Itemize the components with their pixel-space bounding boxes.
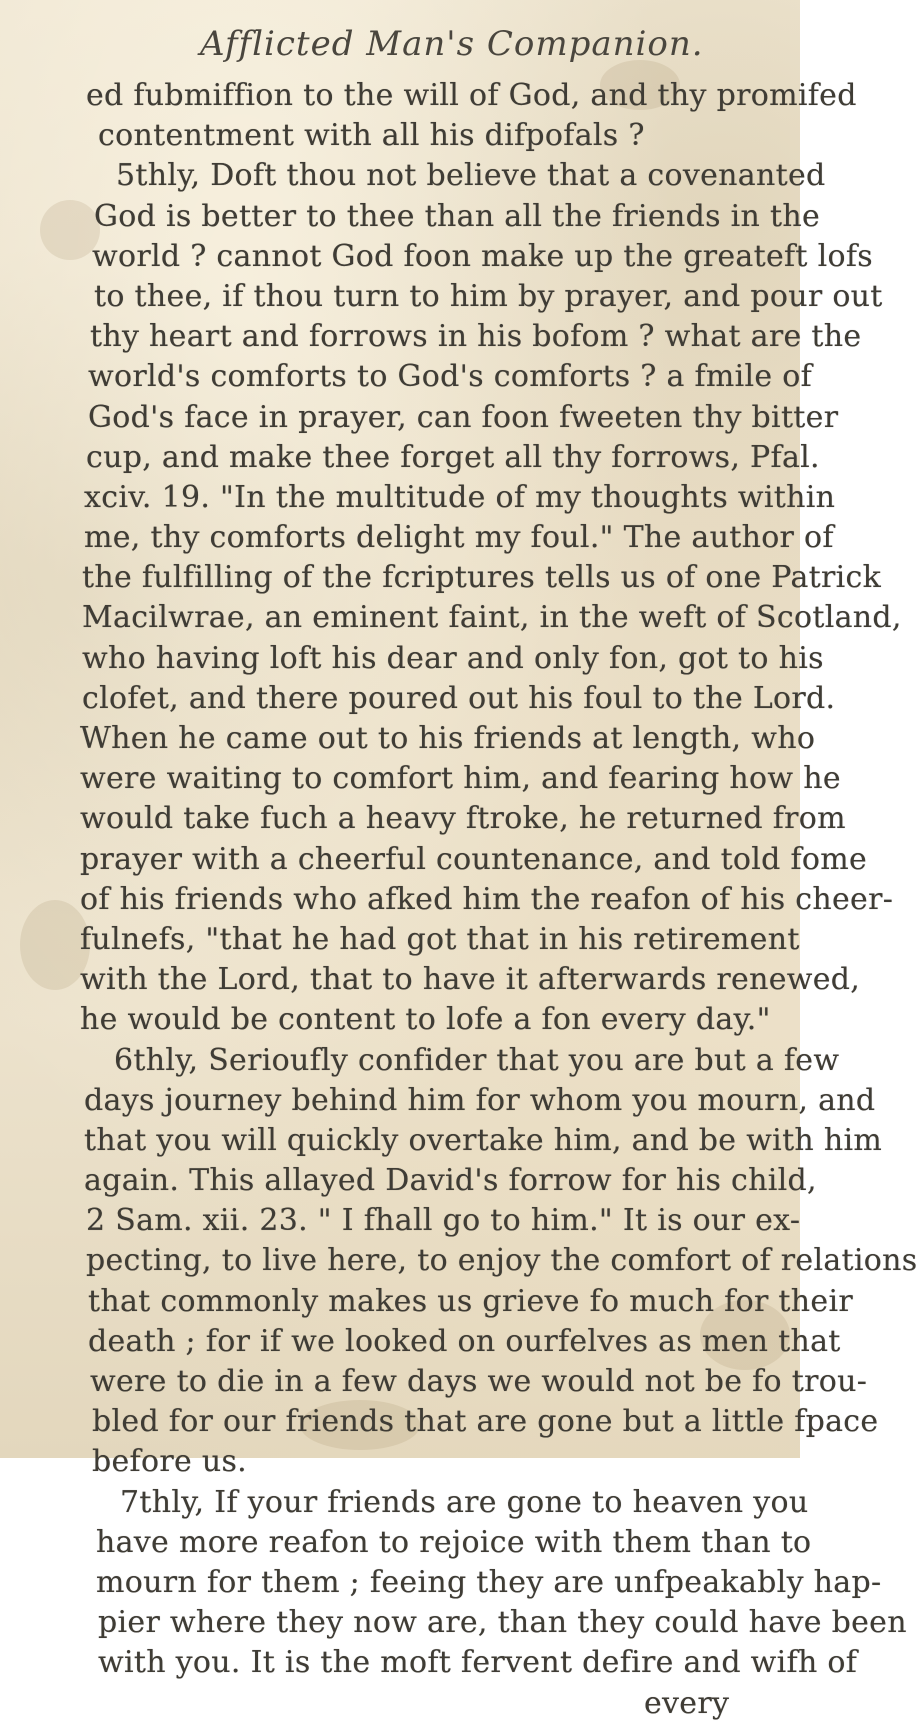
- text-line: prayer with a cheerful countenance, and told fome: [80, 841, 868, 877]
- text-line: thy heart and forrows in his bofom ? what are the: [90, 319, 862, 355]
- text-line: who having loft his dear and only fon, got to his: [82, 640, 824, 676]
- foxing-spot: [40, 200, 100, 260]
- text-line: world's comforts to God's comforts ? a fmile of: [88, 359, 813, 395]
- text-line: God's face in prayer, can foon fweeten thy bitter: [88, 399, 839, 435]
- text-line: contentment with all his difpofals ?: [98, 118, 645, 154]
- text-line: When he came out to his friends at length, who: [80, 721, 816, 756]
- text-line: before us.: [92, 1444, 248, 1480]
- text-line: death ; for if we looked on ourfelves as men that: [88, 1323, 841, 1359]
- text-line: 7thly, If your friends are gone to heaven you: [120, 1484, 809, 1520]
- text-line: God is better to thee than all the friends in the: [94, 198, 820, 234]
- text-line: that you will quickly overtake him, and be with him: [84, 1122, 883, 1158]
- page-header: [70, 8, 770, 68]
- text-line: me, thy comforts delight my foul." The author of: [84, 520, 834, 556]
- text-line: that commonly makes us grieve fo much for their: [88, 1283, 853, 1319]
- text-line: he would be content to lofe a fon every day.": [80, 1002, 771, 1038]
- text-line: were to die in a few days we would not be fo trou-: [90, 1364, 868, 1399]
- text-line: pecting, to live here, to enjoy the comfort of relations: [86, 1243, 918, 1279]
- text-line: the fulfilling of the fcriptures tells us of one Patrick: [82, 560, 882, 596]
- text-line: pier where they now are, than they could have been: [98, 1605, 907, 1641]
- catchword: every: [644, 1685, 730, 1721]
- text-line: bled for our friends that are gone but a little fpace: [92, 1404, 879, 1440]
- text-line: to thee, if thou turn to him by prayer, and pour out: [94, 278, 883, 314]
- text-line: 6thly, Serioufly confider that you are but a few: [114, 1042, 840, 1078]
- text-line: xciv. 19. "In the multitude of my thoughts within: [84, 479, 836, 515]
- text-line: Macilwrae, an eminent faint, in the weft of Scotland,: [82, 600, 902, 636]
- text-line: with you. It is the moft fervent defire and wifh of: [98, 1645, 858, 1681]
- text-line: with the Lord, that to have it afterwards renewed,: [80, 962, 861, 998]
- text-line: fulnefs, "that he had got that in his retirement: [80, 921, 800, 957]
- text-line: cup, and make thee forget all thy forrows, Pfal.: [86, 439, 820, 475]
- text-line: of his friends who afked him the reafon of his cheer-: [80, 881, 894, 917]
- text-line: ed fubmiffion to the will of God, and thy promifed: [86, 78, 857, 113]
- text-line: would take fuch a heavy ftroke, he returned from: [80, 801, 846, 837]
- text-line: mourn for them ; feeing they are unfpeakably hap-: [96, 1564, 882, 1600]
- body-text: [80, 76, 918, 1724]
- text-line: clofet, and there poured out his foul to the Lord.: [82, 680, 836, 716]
- text-line: world ? cannot God foon make up the greateft lofs: [92, 238, 873, 274]
- text-line: 2 Sam. xii. 23. " I fhall go to him." It is our ex-: [86, 1203, 801, 1239]
- text-line: again. This allayed David's forrow for his child,: [84, 1163, 817, 1199]
- text-line: have more reafon to rejoice with them than to: [96, 1524, 812, 1560]
- text-line: days journey behind him for whom you mourn, and: [84, 1082, 876, 1118]
- running-title: Afflicted Man's Companion.: [200, 24, 704, 64]
- text-line: were waiting to comfort him, and fearing how he: [80, 761, 841, 797]
- text-line: 5thly, Doft thou not believe that a covenanted: [116, 158, 826, 194]
